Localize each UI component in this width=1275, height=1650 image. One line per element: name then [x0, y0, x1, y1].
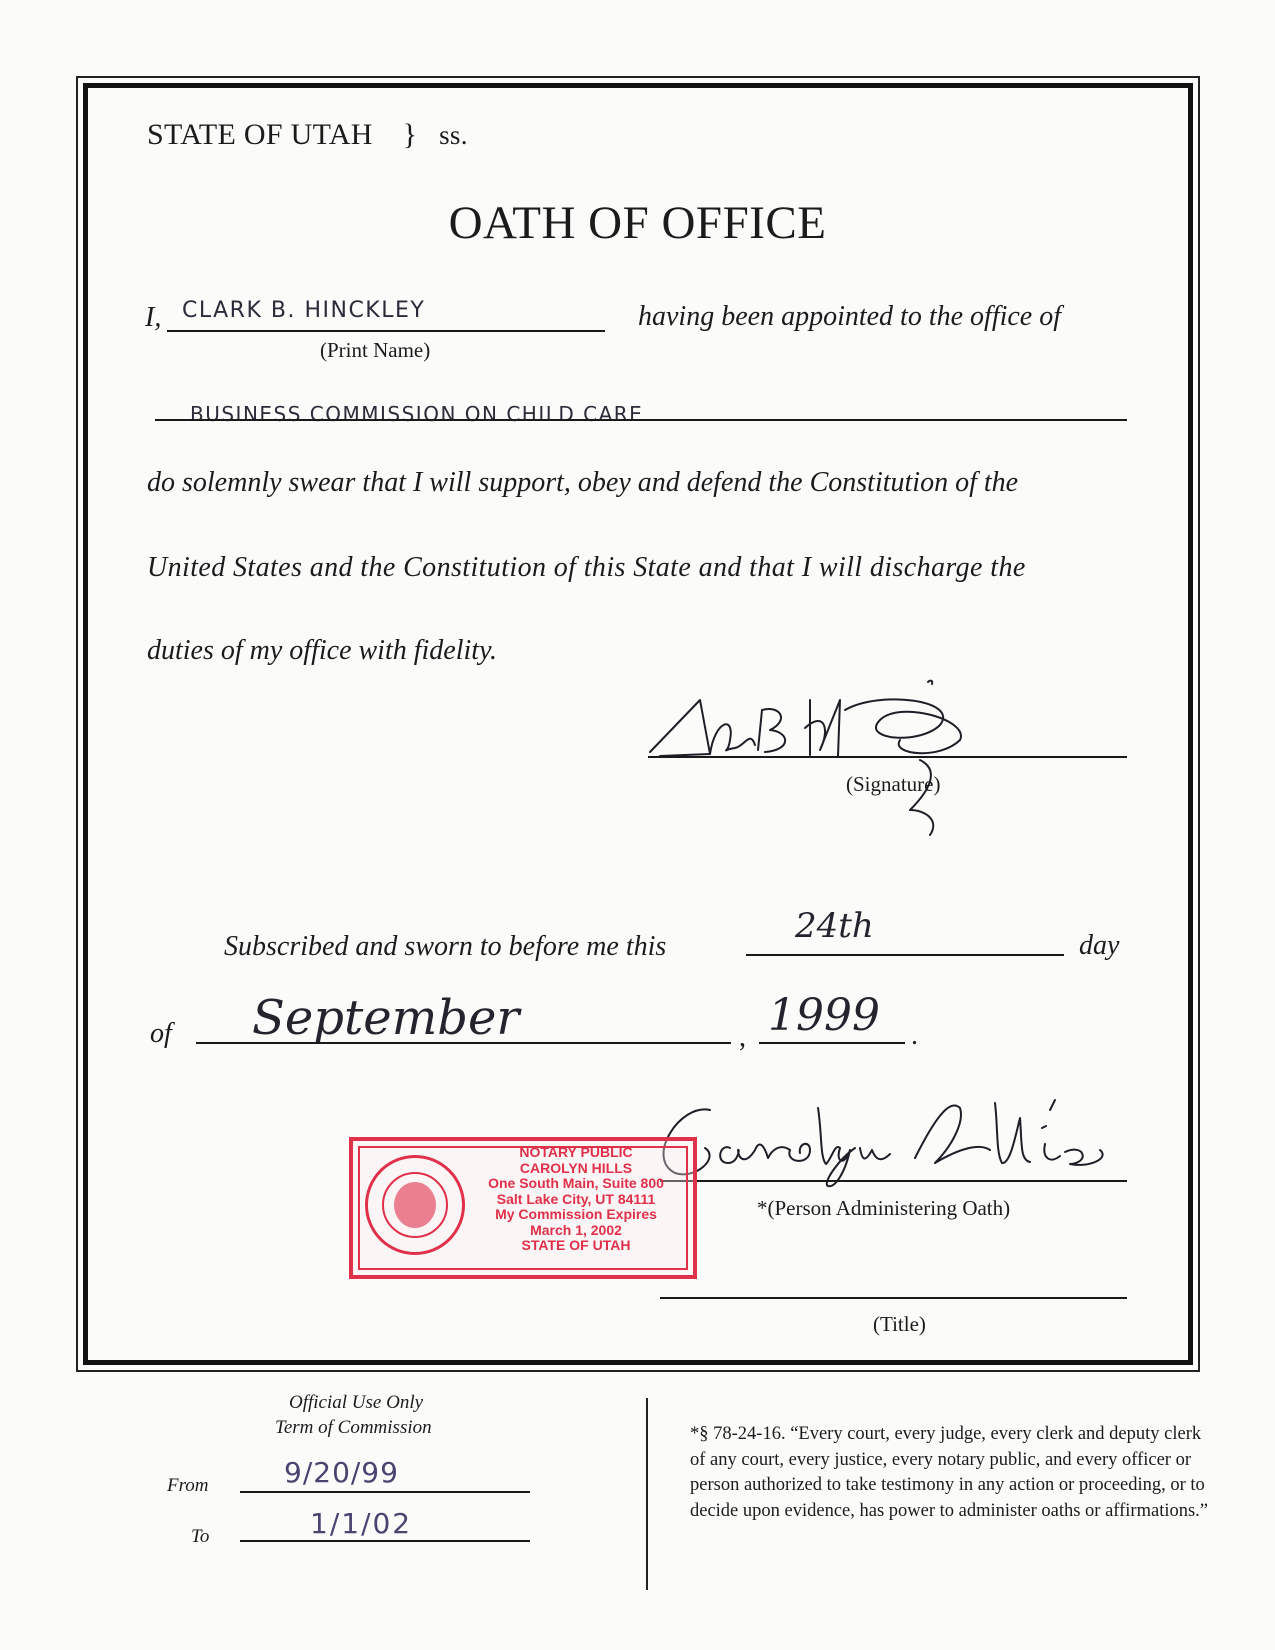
stamp-line: March 1, 2002 — [530, 1221, 622, 1238]
stamp-line: STATE OF UTAH — [521, 1237, 631, 1253]
stamp-line: My Commission Expires — [495, 1206, 657, 1222]
administrator-caption: *(Person Administering Oath) — [757, 1196, 1011, 1220]
from-label: From — [167, 1475, 209, 1496]
notary-stamp — [349, 1137, 697, 1279]
appointed-text: having been appointed to the office of — [638, 301, 1062, 332]
notary-signature — [650, 1088, 1110, 1188]
subscribed-text: Subscribed and sworn to before me this — [224, 931, 667, 962]
from-line — [240, 1491, 530, 1493]
official-use-heading: Official Use Only — [289, 1392, 424, 1413]
signature-line — [648, 756, 1127, 758]
oath-body-line-1: do solemnly swear that I will support, obey and defend the Constitution of the — [147, 467, 1019, 498]
to-label: To — [191, 1526, 210, 1547]
oath-body-line-3: duties of my office with fidelity. — [147, 635, 497, 666]
title-caption: (Title) — [873, 1312, 926, 1336]
term-of-commission-heading: Term of Commission — [275, 1417, 432, 1438]
year-period: . — [911, 1020, 918, 1051]
day-line — [746, 954, 1064, 956]
title-line — [660, 1297, 1127, 1299]
to-line — [240, 1540, 530, 1542]
from-value: 9/20/99 — [284, 1456, 399, 1489]
print-name-caption: (Print Name) — [320, 338, 431, 362]
state-name: STATE OF UTAH — [147, 118, 373, 151]
document-title: OATH OF OFFICE — [448, 197, 827, 249]
to-value: 1/1/02 — [310, 1507, 413, 1540]
signature-caption: (Signature) — [846, 772, 941, 796]
stamp-line: CAROLYN HILLS — [519, 1159, 633, 1176]
office-value: BUSINESS COMMISSION ON CHILD CARE — [190, 402, 644, 426]
state-seal-icon — [365, 1155, 465, 1255]
print-name-line — [167, 330, 605, 332]
statute-footnote: *§ 78-24-16. “Every court, every judge, every clerk and deputy clerk of any court, every justice, every notary public, and every officer or person authorized to take testimony in any action or proceeding, or to decide upon evidence, has power to administer oaths or affirmations.” — [690, 1424, 1209, 1521]
administrator-line — [660, 1180, 1127, 1182]
stamp-line: Salt Lake City, UT 84111 — [496, 1190, 656, 1207]
year-line — [759, 1042, 905, 1044]
i-prefix: I, — [145, 302, 162, 333]
vertical-divider — [646, 1398, 648, 1590]
brace: } — [402, 118, 418, 151]
ss-label: ss. — [439, 120, 468, 150]
month-line — [196, 1042, 731, 1044]
month-comma: , — [739, 1022, 746, 1053]
of-label: of — [150, 1018, 172, 1049]
oath-body-line-2: United States and the Constitution of this State and that I will discharge the — [147, 552, 1026, 583]
office-line — [155, 419, 1127, 421]
day-label: day — [1079, 930, 1120, 961]
stamp-text — [471, 1145, 681, 1254]
stamp-line: NOTARY PUBLIC — [519, 1144, 633, 1160]
print-name-value: CLARK B. HINCKLEY — [182, 298, 426, 323]
state-heading — [147, 118, 468, 152]
month-value: September — [252, 990, 520, 1046]
stamp-line: One South Main, Suite 800 — [488, 1175, 664, 1191]
oath-signature — [640, 670, 1000, 840]
year-value: 1999 — [768, 990, 880, 1041]
day-value: 24th — [795, 906, 874, 946]
